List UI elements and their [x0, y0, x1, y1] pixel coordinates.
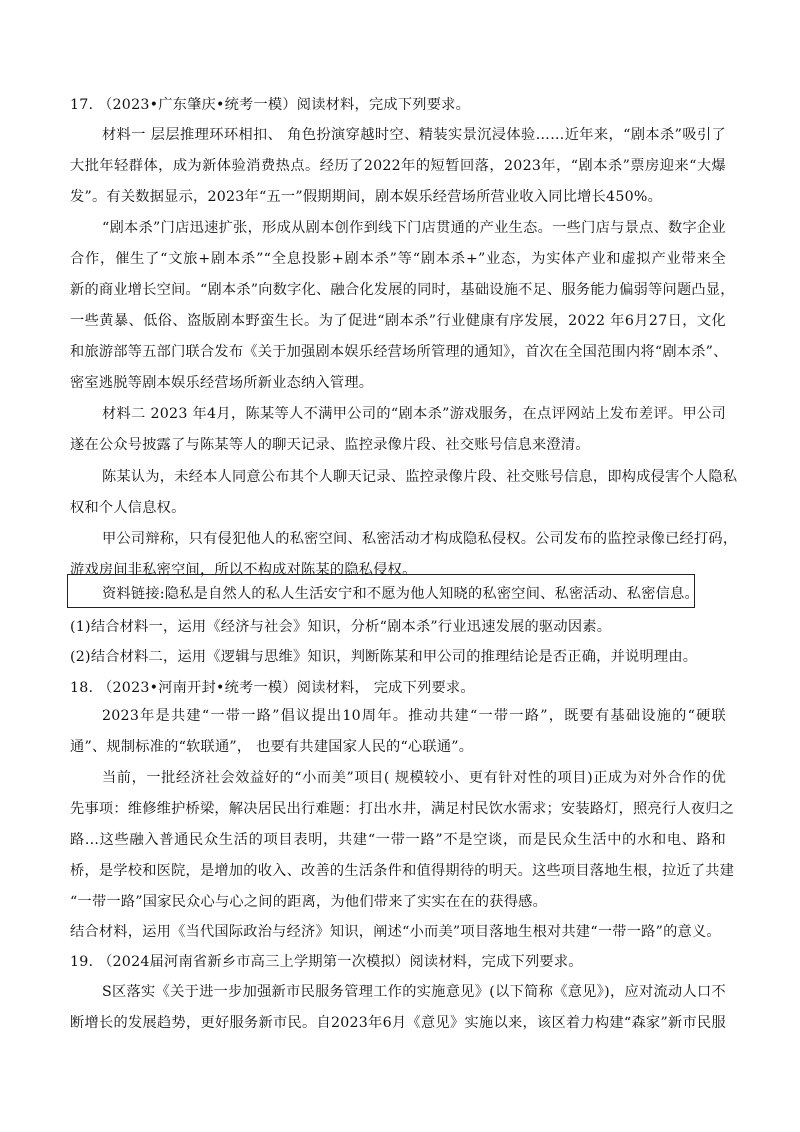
- material-one-line: 密室逃脱等剧本娱乐经营场所新业态纳入管理。: [70, 375, 374, 391]
- material-one-line: 合作，催生了“文旅+剧本杀”“全息投影+剧本杀”等“剧本杀+”业态，为实体产业和虚拟产业带来全: [70, 251, 726, 267]
- question-18-line: 2023年是共建“一带一路”倡议提出10周年。推动共建“一带一路”，既要有基础设施的“硬联: [102, 708, 726, 724]
- material-one-line: 和旅游部等五部门联合发布《关于加强剧本娱乐经营场所管理的通知》，首次在全国范围内将“剧本杀”、: [70, 344, 728, 360]
- question-18-line: “一带一路”国家民众心与心之间的距离，为他们带来了实实在在的获得感。: [70, 894, 548, 910]
- question-18-header: 18. （2023•河南开封•统考一模）阅读材料， 完成下列要求。: [70, 680, 475, 696]
- question-18-line: 通”、规制标准的“软联通”， 也要有共建国家人民的“心联通”。: [70, 739, 474, 755]
- question-18-line: 路...这些融入普通民众生活的项目表明，共建“一带一路”不是空谈，而是民众生活中的水和电、路和: [70, 832, 726, 848]
- question-18-line: 当前，一批经济社会效益好的“小而美”项目( 规模较小、更有针对性的项目)正成为对外合作的优: [102, 770, 726, 786]
- material-two-line: 权和个人信息权。: [70, 500, 186, 516]
- question-17-header: 17. （2023•广东肇庆•统考一模）阅读材料，完成下列要求。: [70, 97, 471, 113]
- question-18-line: 先事项：维修维护桥梁，解决居民出行难题：打出水井，满足村民饮水需求；安装路灯，照亮行人夜归之: [70, 801, 735, 817]
- material-two-line: 甲公司辩称，只有侵犯他人的私密空间、私密活动才构成隐私侵权。公司发布的监控录像已经打码，: [102, 531, 738, 547]
- material-one-line: 新的商业增长空间。“剧本杀”向数字化、融合化发展的同时，基础设施不足、服务能力偏弱等问题凸显，: [70, 282, 735, 298]
- material-two-line: 陈某认为，未经本人同意公布其个人聊天记录、监控录像片段、社交账号信息，即构成侵害个人隐私: [102, 469, 738, 485]
- resource-link-text: 资料链接:隐私是自然人的私人生活安宁和不愿为他人知晓的私密空间、私密活动、私密信息。: [102, 586, 699, 602]
- material-two-line: 游戏房间非私密空间，所以不构成对陈某的隐私侵权。: [70, 562, 417, 578]
- question-18-line: 桥，是学校和医院，是增加的收入、改善的生活条件和值得期待的明天。这些项目落地生根，拉近了共建: [70, 863, 735, 879]
- material-one-line: “剧本杀”门店迅速扩张，形成从剧本创作到线下门店贯通的产业生态。一些门店与景点、数字企业: [102, 220, 726, 236]
- material-one-line: 一些黄暴、低俗、盗版剧本野蛮生长。为了促进“剧本杀”行业健康有序发展，2022 年6月27日，文化: [70, 313, 726, 329]
- question-18-prompt: 结合材料，运用《当代国际政治与经济》知识，阐述“小而美”项目落地生根对共建“一带一路”的意义。: [70, 924, 721, 940]
- sub-question-2: (2)结合材料二，运用《逻辑与思维》知识，判断陈某和甲公司的推理结论是否正确，并说明理由。: [70, 649, 698, 665]
- question-19-header: 19. （2024届河南省新乡市高三上学期第一次模拟）阅读材料，完成下列要求。: [70, 954, 583, 970]
- sub-question-1: (1)结合材料一，运用《经济与社会》知识，分析“剧本杀”行业迅速发展的驱动因素。: [70, 619, 612, 635]
- material-two-line: 材料二 2023 年4月，陈某等人不满甲公司的“剧本杀”游戏服务，在点评网站上发布差评。甲公司: [102, 406, 726, 422]
- question-19-line: S区落实《关于进一步加强新市民服务管理工作的实施意见》(以下简称《意见》)，应对流动人口不: [102, 984, 726, 1000]
- material-one-line: 材料一 层层推理环环相扣、 角色扮演穿越时空、精装实景沉浸体验……近年来，“剧本杀”吸引了: [102, 127, 726, 143]
- material-two-line: 遂在公众号披露了与陈某等人的聊天记录、监控录像片段、社交账号信息来澄清。: [70, 437, 590, 453]
- material-one-line: 发”。有关数据显示，2023年“五一”假期期间，剧本娱乐经营场所营业收入同比增长450%。: [70, 189, 663, 205]
- question-19-line: 断增长的发展趋势，更好服务新市民。自2023年6月《意见》实施以来，该区着力构建“森家”新市民服: [70, 1015, 726, 1031]
- material-one-line: 大批年轻群体，成为新体验消费热点。经历了2022年的短暂回落，2023年，“剧本杀”票房迎来“大爆: [70, 158, 726, 174]
